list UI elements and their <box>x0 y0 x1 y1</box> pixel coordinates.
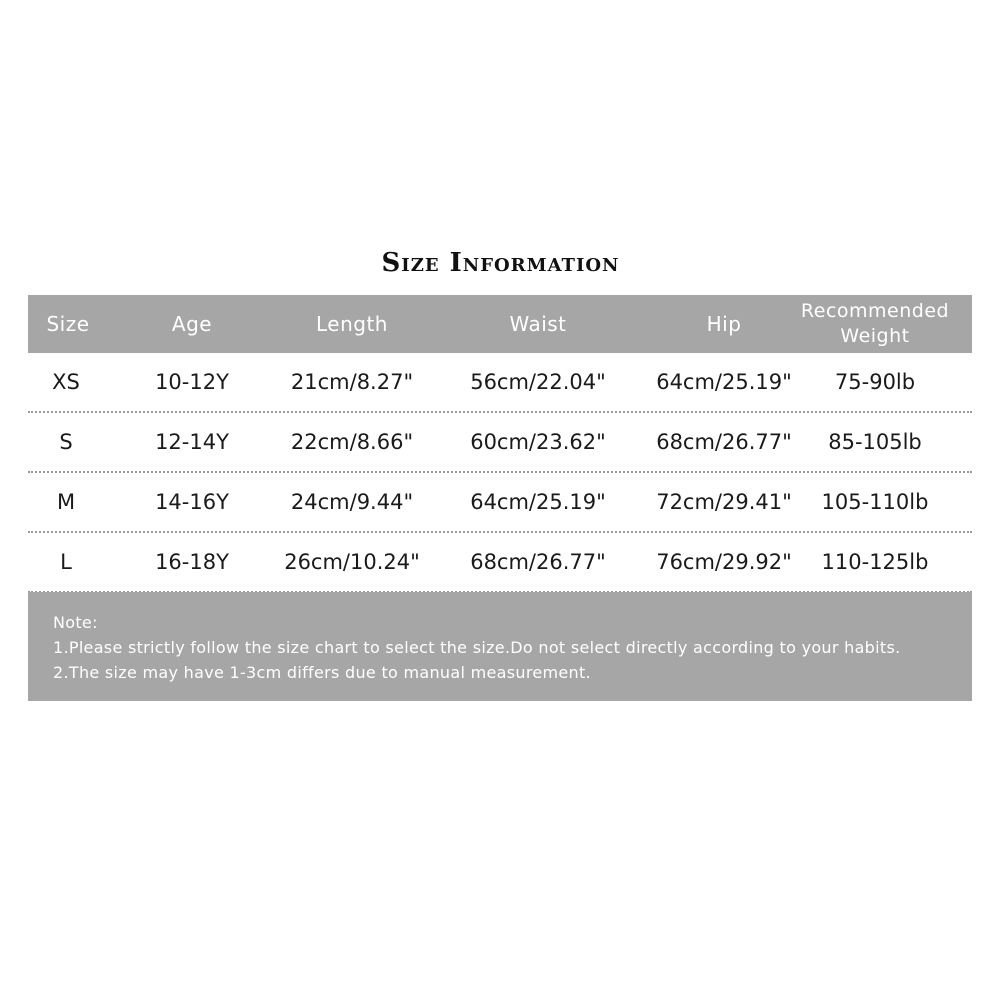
cell-length: 24cm/9.44" <box>290 490 414 514</box>
cell-age: 10-12Y <box>155 370 229 394</box>
cell-waist: 64cm/25.19" <box>470 490 606 514</box>
note-line: 2.The size may have 1-3cm differs due to manual measurement. <box>53 663 591 682</box>
cell-hip: 76cm/29.92" <box>656 550 792 574</box>
table-row <box>28 413 972 473</box>
header-hip: Hip <box>706 312 742 336</box>
cell-length: 22cm/8.66" <box>290 430 414 454</box>
header-recommended-weight: Recommended Weight <box>800 300 950 347</box>
cell-weight: 110-125lb <box>821 550 929 574</box>
cell-waist: 60cm/23.62" <box>470 430 606 454</box>
table-header <box>28 295 972 353</box>
note-line: 1.Please strictly follow the size chart to select the size.Do not select directly according to your habits. <box>53 638 901 657</box>
cell-age: 12-14Y <box>155 430 229 454</box>
cell-hip: 64cm/25.19" <box>656 370 792 394</box>
cell-length: 21cm/8.27" <box>290 370 414 394</box>
cell-weight: 85-105lb <box>828 430 922 454</box>
page-title: Size Information <box>381 248 620 278</box>
note-heading: Note: <box>53 613 98 632</box>
table-row <box>28 533 972 593</box>
cell-weight: 105-110lb <box>821 490 929 514</box>
cell-weight: 75-90lb <box>834 370 916 394</box>
cell-age: 16-18Y <box>155 550 229 574</box>
size-table <box>28 295 972 593</box>
cell-size: XS <box>52 370 80 394</box>
table-row <box>28 473 972 533</box>
table-row <box>28 353 972 413</box>
header-age: Age <box>171 312 213 336</box>
cell-size: S <box>59 430 73 454</box>
header-size: Size <box>46 312 90 336</box>
cell-waist: 56cm/22.04" <box>470 370 606 394</box>
cell-size: L <box>60 550 72 574</box>
cell-size: M <box>56 490 76 514</box>
cell-waist: 68cm/26.77" <box>470 550 606 574</box>
cell-age: 14-16Y <box>155 490 229 514</box>
cell-hip: 72cm/29.41" <box>656 490 792 514</box>
header-waist: Waist <box>509 312 567 336</box>
header-length: Length <box>316 312 388 336</box>
note-box <box>28 592 972 701</box>
cell-length: 26cm/10.24" <box>284 550 420 574</box>
cell-hip: 68cm/26.77" <box>656 430 792 454</box>
